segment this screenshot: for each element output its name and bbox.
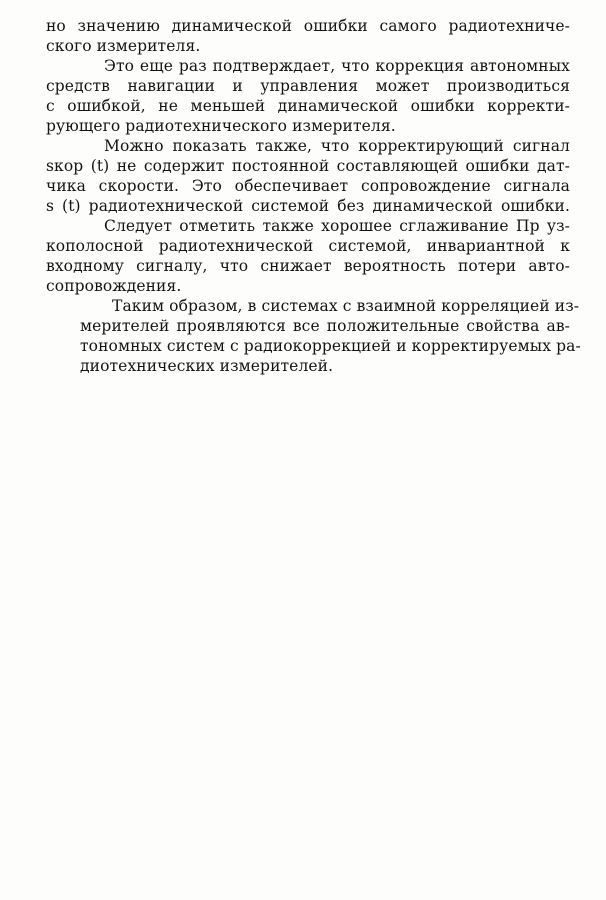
- text-line: чика скорости. Это обеспечивает сопровождение сигнала: [46, 177, 570, 195]
- text-line: sкор (t) не содержит постоянной составляющей ошибки дат-: [46, 157, 570, 175]
- text-line: средств навигации и управления может производиться: [46, 77, 570, 95]
- text-line: рующего радиотехнического измерителя.: [46, 117, 396, 135]
- text-line: но значению динамической ошибки самого радиотехниче-: [46, 17, 570, 35]
- text-line: ского измерителя.: [46, 37, 201, 55]
- text-line: сопровождения.: [46, 277, 182, 295]
- text-line: Следует отметить также хорошее сглаживание Пp уз-: [104, 217, 570, 235]
- text-line: Таким образом, в системах с взаимной корреляцией из-: [112, 297, 580, 315]
- text-line: тономных систем с радиокоррекцией и корректируемых ра-: [80, 337, 581, 355]
- text-line: s (t) радиотехнической системой без динамической ошибки.: [46, 197, 570, 215]
- text-line: Это еще раз подтверждает, что коррекция автономных: [104, 57, 570, 75]
- text-line: диотехнических измерителей.: [80, 357, 334, 375]
- text-line: кополосной радиотехнической системой, инвариантной к: [46, 237, 570, 255]
- text-line: мерителей проявляются все положительные свойства ав-: [80, 317, 570, 335]
- text-line: с ошибкой, не меньшей динамической ошибки корректи-: [46, 97, 570, 115]
- text-line: Можно показать также, что корректирующий сигнал: [104, 137, 570, 155]
- text-line: входному сигналу, что снижает вероятность потери авто-: [46, 257, 570, 275]
